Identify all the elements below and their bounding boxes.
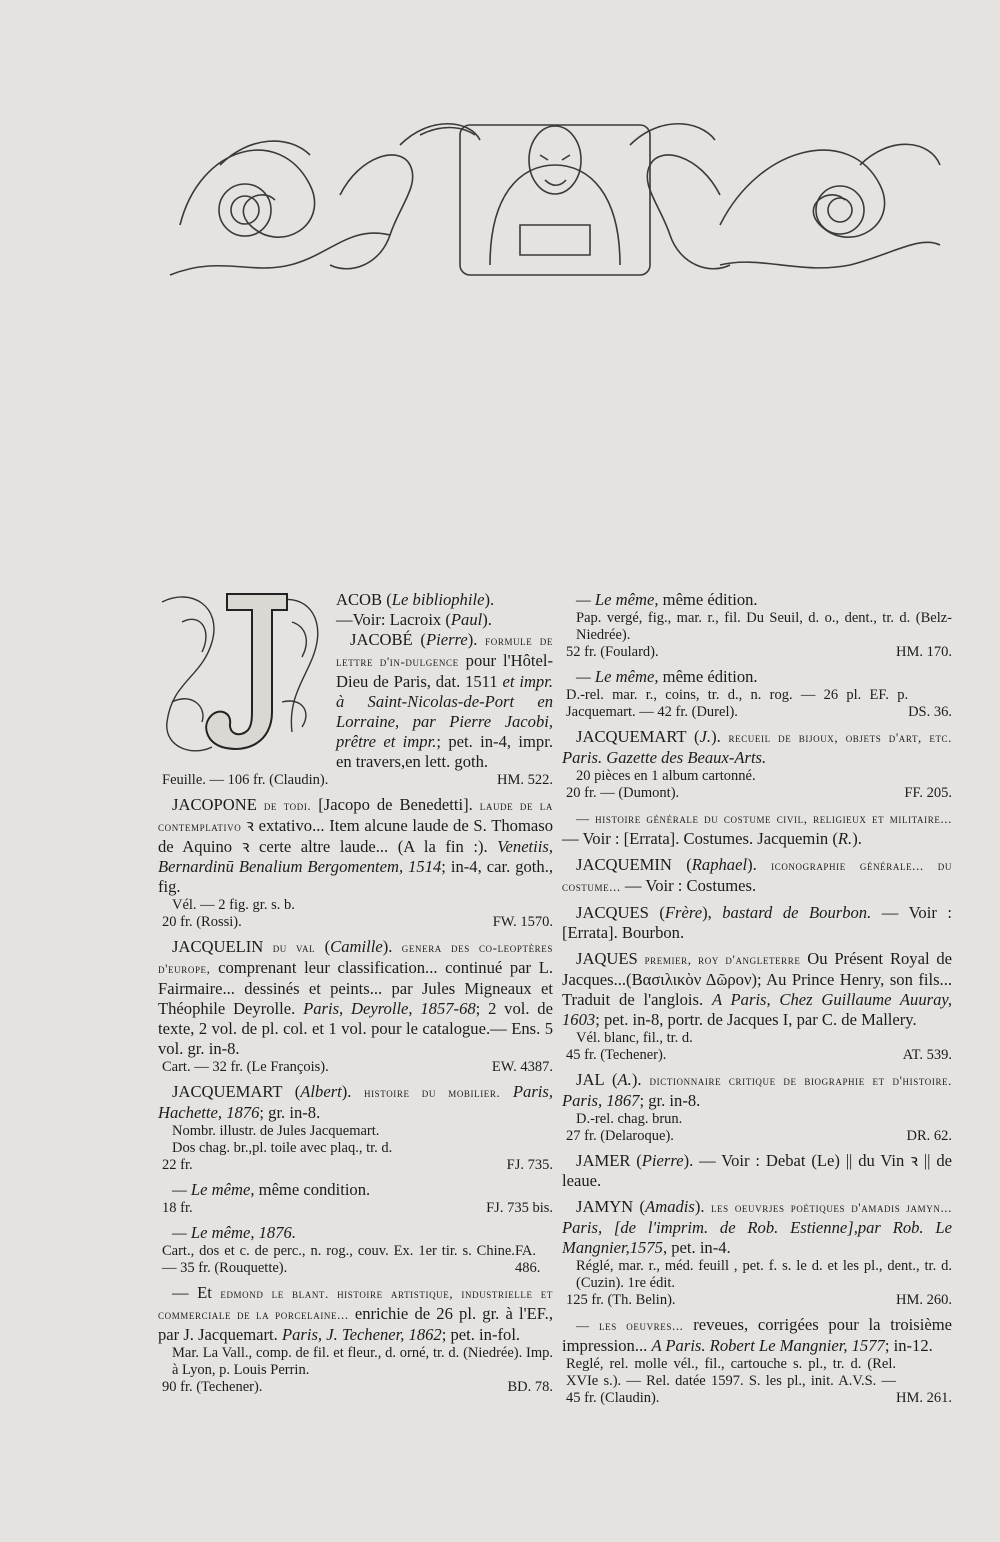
edmond-price: 90 fr. (Techener). — [162, 1379, 263, 1395]
jacquemart1-price: 22 fr. — [162, 1157, 193, 1173]
jaques-text: Ou Présent Royal de Jacques...(Βασιλικὸν Δῶρον); Au Prince Henry, son fils... Traduit de l'anglois. — [562, 949, 953, 1009]
meme1-price: 18 fr. — [162, 1200, 193, 1216]
entry-jacob: ACOB (Le bibliophile). —Voir: Lacroix (Paul). JACOBÉ (Pierre). formule de lettre d'in-dulgence pour l'Hôtel-Dieu de Paris, dat. 1511 et impr. à Saint-Nicolas-de-Port en Lorraine, par Pierre Jacobi, prêtre et impr.; pet. in-4, impr. en travers,en lett. goth. Feuille. — 106 fr. (Claudin). HM. 522. — [158, 590, 553, 789]
entry-edmond-le-blant — [158, 1283, 553, 1396]
jamyn-price: 125 fr. (Th. Belin). — [566, 1292, 676, 1308]
meme3-sale — [562, 644, 952, 661]
entry-jacquelin: JACQUELIN du val (Camille). genera des co-leoptères d'europe, comprenant leur classification... continué par L. Fairmaire... dessinés et peints... par Jules Migneaux et Théophile Deyrolle. Paris, Deyrolle, 1857-68; 2 vol. de texte, 2 vol. de pl. col. et 1 vol. pour le catalogue.— Ens. 5 vol. gr. in-8. Cart. — 32 fr. (Le François). EW. 4387. — [158, 937, 553, 1075]
jacquemartJ-heading: JACQUEMART — [576, 727, 687, 746]
jaques-sale — [562, 1047, 952, 1064]
jamer-text: — Voir : Debat (Le) || du Vin ꝛ || de leaue. — [562, 1151, 952, 1190]
jacquemin-title: iconographie générale... du costume... — [562, 858, 952, 894]
meme2-desc: Cart., dos et c. de perc., n. rog., couv. Ex. 1er tir. s. Chine. — 35 fr. (Rouquette). — [162, 1243, 515, 1276]
meme3-binding: Pap. vergé, fig., mar. r., fil. Du Seuil, d. o., dent., tr. d. (Belz-Niedrée). — [576, 610, 952, 643]
meme3-price: 52 fr. (Foulard). — [566, 644, 659, 660]
jacopone-price: 20 fr. (Rossi). — [162, 914, 242, 930]
jacobe-firstname: Pierre — [425, 630, 468, 649]
oeuvres-sale — [562, 1356, 952, 1407]
jacquemart1-binding: Dos chag. br.,pl. toile avec plaq., tr. d. — [172, 1140, 393, 1156]
edmond-format: ; pet. in-fol. — [441, 1325, 521, 1344]
jamyn-ref: HM. 260. — [896, 1292, 952, 1308]
entry-jaques — [562, 949, 952, 1064]
jacobe-format: ; pet. in-4, impr. en travers,en lett. goth. — [336, 732, 553, 771]
entry-le-meme-4 — [562, 667, 952, 721]
jacquelin-format: ; 2 vol. de texte, 2 vol. de pl. col. et 1 vol. pour le catalogue.— Ens. 5 vol. gr. in-8. — [158, 999, 553, 1058]
entry-jacopone — [158, 795, 553, 931]
entry-jamyn: JAMYN (Amadis). les oeuvrjes poétiques d'amadis jamyn... Paris, [de l'imprim. de Rob. Estienne],par Rob. Le Mangnier,1575, pet. in-4. Réglé, mar. r., méd. feuill , pet. f. s. le d. et les pl., dent., tr. d. (Cuzin). 1re édit. 125 fr. (Th. Belin). HM. 260. — [562, 1197, 952, 1308]
dropcap-j-ornament-icon — [152, 582, 330, 760]
right-column — [562, 590, 952, 1413]
meme1-sale — [158, 1200, 553, 1217]
jacques-desc: bastard de Bourbon. — [722, 903, 872, 922]
jacopone-qualifier: de todi. — [263, 798, 312, 813]
edmond-imprint: Paris, J. Techener, 1862 — [281, 1325, 442, 1344]
jal-heading: JAL — [576, 1070, 604, 1089]
jacobe-sale-text: Feuille. — 106 fr. (Claudin). — [162, 772, 329, 788]
jacquelin-heading: JACQUELIN — [172, 937, 264, 956]
jacob-see: —Voir: Lacroix — [336, 610, 442, 629]
edmond-ref: BD. 78. — [507, 1379, 553, 1395]
jamyn-title: les oeuvrjes poétiques d'amadis jamyn... — [710, 1200, 952, 1215]
jamyn-firstname: Amadis — [645, 1197, 695, 1216]
edmond-sale — [158, 1379, 553, 1396]
jal-imprint: Paris, 1867 — [562, 1091, 640, 1110]
jacquelin-title: genera des co-leoptères d'europe, — [158, 940, 553, 976]
meme4-label: — Le même, — [576, 667, 659, 686]
edmond-binding: Mar. La Vall., comp. de fil. et fleur., d. orné, tr. d. (Niedrée). Imp. à Lyon, p. Louis Perrin. — [172, 1345, 553, 1378]
jacquemartJ-title: recueil de bijoux, objets d'art, etc. — [728, 730, 952, 745]
meme3-text: même édition. — [662, 590, 758, 609]
meme3-ref: HM. 170. — [896, 644, 952, 660]
jacquemartJ-initial: J. — [699, 727, 712, 746]
meme1-text: même condition. — [258, 1180, 371, 1199]
jaques-format: ; pet. in-8, portr. de Jacques I, par C. de Mallery. — [595, 1010, 917, 1029]
jacopone-text: ꝛ extativo... Item alcune laude de S. Thomaso de Aquino ꝛ certe altre laude... (A la fin :). — [158, 816, 553, 856]
entry-le-meme-2 — [158, 1223, 553, 1277]
oeuvres-text: reveues, corrigées pour la troisième impression... — [562, 1315, 952, 1355]
jacopone-format: ; in-4, car. goth., fig. — [158, 857, 553, 896]
jacquemart1-imprint: Paris, Hachette, 1876 — [158, 1082, 553, 1122]
meme2-label: — Le même, 1876. — [172, 1223, 296, 1242]
entry-jacquemin: JACQUEMIN (Raphael). iconographie générale... du costume... — Voir : Costumes. — [562, 855, 952, 895]
jacobe-heading: JACOBÉ — [350, 630, 413, 649]
jal-format: ; gr. in-8. — [639, 1091, 701, 1110]
jamyn-heading: JAMYN — [576, 1197, 634, 1216]
jamyn-format: , pet. in-4. — [662, 1238, 731, 1257]
histoire-title: — histoire générale du costume civil, religieux et militaire... — [576, 811, 952, 826]
jaques-heading: JAQUES — [576, 949, 638, 968]
meme3-label: — Le même, — [576, 590, 659, 609]
jacob-see-name: Paul — [450, 610, 483, 629]
jacquemin-heading: JACQUEMIN — [576, 855, 672, 874]
jacobe-title: formule de lettre d'in-dulgence — [336, 633, 553, 669]
jamyn-imprint: Paris, [de l'imprim. de Rob. Estienne],par Rob. Le Mangnier,1575 — [562, 1218, 952, 1257]
entry-le-meme-3 — [562, 590, 952, 661]
jacobe-text: pour l'Hôtel-Dieu de Paris, dat. 1511 — [336, 651, 554, 691]
jacquelin-qualifier: du val — [272, 940, 316, 955]
jaques-ref: AT. 539. — [902, 1047, 952, 1063]
jacquelin-imprint: Paris, Deyrolle, 1857-68 — [303, 999, 476, 1018]
jacques-qualifier: Frère — [664, 903, 703, 922]
histoire-initial: R. — [837, 829, 853, 848]
jacopone-binding: Vél. — 2 fig. gr. s. b. — [172, 897, 295, 913]
ornamental-headpiece — [160, 105, 950, 290]
jacopone-imprint: Venetiis, Bernardinū Benalium Bergomentem, 1514 — [158, 837, 553, 876]
oeuvres-desc: Reglé, rel. molle vél., fil., cartouche s. pl., tr. d. (Rel. XVIe s.). — Rel. datée 1597. S. les pl., init. A.V.S. — 45 fr. (Claudin). — [566, 1356, 896, 1406]
jacquemart1-firstname: Albert — [300, 1082, 342, 1101]
jal-title: dictionnaire critique de biographie et d'histoire. — [649, 1073, 952, 1088]
jacques-text: — Voir : [Errata]. Bourbon. — [562, 903, 952, 942]
jacopone-heading: JACOPONE — [172, 795, 257, 814]
jacquemart1-ref: FJ. 735. — [506, 1157, 553, 1173]
jacquemin-text: — Voir : Costumes. — [624, 876, 757, 895]
jacopone-ref: FW. 1570. — [492, 914, 553, 930]
entry-jal: JAL (A.). dictionnaire critique de biographie et d'histoire. Paris, 1867; gr. in-8. D.-rel. chag. brun. 27 fr. (Delaroque). DR. 62. — [562, 1070, 952, 1144]
edmond-text: enrichie de 26 pl. gr. à l'EF., par J. Jacquemart. — [158, 1304, 553, 1344]
entry-oeuvres — [562, 1315, 952, 1407]
jacquemartJ-price: 20 fr. — (Dumont). — [566, 785, 680, 801]
oeuvres-title: — les oeuvres... — [576, 1318, 684, 1333]
jacquemartJ-desc: 20 pièces en 1 album cartonné. — [576, 768, 756, 784]
jamer-heading: JAMER — [576, 1151, 631, 1170]
meme4-desc: D.-rel. mar. r., coins, tr. d., n. rog. — 26 pl. EF. p. Jacquemart. — 42 fr. (Durel). — [566, 687, 909, 720]
meme4-sale — [562, 687, 952, 721]
jal-ref: DR. 62. — [906, 1128, 952, 1144]
jaques-binding: Vél. blanc, fil., tr. d. — [576, 1030, 693, 1046]
jacquemart1-format: ; gr. in-8. — [259, 1103, 321, 1122]
jal-sale — [562, 1128, 952, 1145]
histoire-text: — Voir : [Errata]. Costumes. Jacquemin — [562, 829, 829, 848]
jacquemartJ-ref: FF. 205. — [904, 785, 952, 801]
jacquelin-firstname: Camille — [330, 937, 383, 956]
jacques-heading: JACQUES — [576, 903, 649, 922]
jacquelin-price: Cart. — 32 fr. (Le François). — [162, 1059, 329, 1075]
jaques-qualifier: premier, roy d'angleterre — [644, 952, 801, 967]
jacquelin-sale — [158, 1059, 553, 1076]
left-column — [158, 590, 553, 1402]
meme1-label: — Le même, — [172, 1180, 255, 1199]
jacquemart1-sale — [158, 1157, 553, 1174]
meme1-ref: FJ. 735 bis. — [486, 1200, 553, 1216]
jacquemartJ-sale — [562, 785, 952, 802]
jamyn-sale — [562, 1292, 952, 1309]
jamer-firstname: Pierre — [641, 1151, 684, 1170]
jacobe-ref: HM. 522. — [497, 772, 553, 788]
jacquemart1-title: histoire du mobilier. — [363, 1085, 501, 1100]
entry-jacquemart-j: JACQUEMART (J.). recueil de bijoux, objets d'art, etc. Paris. Gazette des Beaux-Arts. 20 pièces en 1 album cartonné. 20 fr. — (Dumont). FF. 205. — [562, 727, 952, 801]
jaques-price: 45 fr. (Techener). — [566, 1047, 667, 1063]
entry-histoire-costume: — histoire générale du costume civil, religieux et militaire... — Voir : [Errata]. Costumes. Jacquemin (R.). — [562, 811, 952, 848]
entry-le-meme-1 — [158, 1180, 553, 1217]
jacquemin-firstname: Raphael — [691, 855, 748, 874]
jacob-heading: ACOB — [336, 590, 383, 609]
jacquelin-ref: EW. 4387. — [491, 1059, 553, 1075]
oeuvres-imprint: A Paris. Robert Le Mangnier, 1577 — [651, 1336, 885, 1355]
jacob-qualifier: Le bibliophile — [391, 590, 485, 609]
meme2-ref: FA. 486. — [514, 1243, 541, 1276]
jacopone-title: laude de la contemplativo — [158, 798, 553, 834]
jal-initial: A. — [617, 1070, 632, 1089]
jacquemartJ-imprint: Paris. Gazette des Beaux-Arts. — [562, 748, 767, 767]
jal-binding: D.-rel. chag. brun. — [576, 1111, 683, 1127]
entry-jamer: JAMER (Pierre). — Voir : Debat (Le) || du Vin ꝛ || de leaue. — [562, 1151, 952, 1190]
jacopone-sale — [158, 914, 553, 931]
meme2-sale — [158, 1243, 553, 1277]
jacquemart1-heading: JACQUEMART — [172, 1082, 283, 1101]
jal-price: 27 fr. (Delaroque). — [566, 1128, 674, 1144]
jacopone-alias: [Jacopo de Benedetti]. — [318, 795, 473, 814]
entry-jacques: JACQUES (Frère), bastard de Bourbon. — Voir : [Errata]. Bourbon. — [562, 903, 952, 942]
jacquelin-text: comprenant leur classification... continué par L. Fairmaire... dessinés et peints... par Jules Migneaux et Théophile Deyrolle. — [158, 958, 553, 1018]
meme4-text: même édition. — [662, 667, 758, 686]
jaques-imprint: A Paris, Chez Guillaume Auuray, 1603 — [562, 990, 952, 1029]
jacobe-imprint: et impr. à Saint-Nicolas-de-Port en Lorraine, par Pierre Jacobi, prêtre et impr. — [336, 672, 553, 751]
jacquemart1-illus: Nombr. illustr. de Jules Jacquemart. — [172, 1123, 380, 1139]
oeuvres-format: ; in-12. — [884, 1336, 933, 1355]
jamyn-binding: Réglé, mar. r., méd. feuill , pet. f. s. le d. et les pl., dent., tr. d. (Cuzin). 1re édit. — [576, 1258, 952, 1291]
edmond-lead: — Et — [172, 1283, 212, 1302]
oeuvres-ref: HM. 261. — [896, 1390, 952, 1406]
jacobe-sale — [158, 772, 553, 789]
meme4-ref: DS. 36. — [908, 704, 952, 720]
entry-jacquemart-albert: JACQUEMART (Albert). histoire du mobilier. Paris, Hachette, 1876; gr. in-8. Nombr. illustr. de Jules Jacquemart. Dos chag. br.,pl. toile avec plaq., tr. d. 22 fr. FJ. 735. — [158, 1082, 553, 1173]
edmond-title: edmond le blant. histoire artistique, industrielle et commerciale de la porcelaine... — [158, 1286, 553, 1322]
